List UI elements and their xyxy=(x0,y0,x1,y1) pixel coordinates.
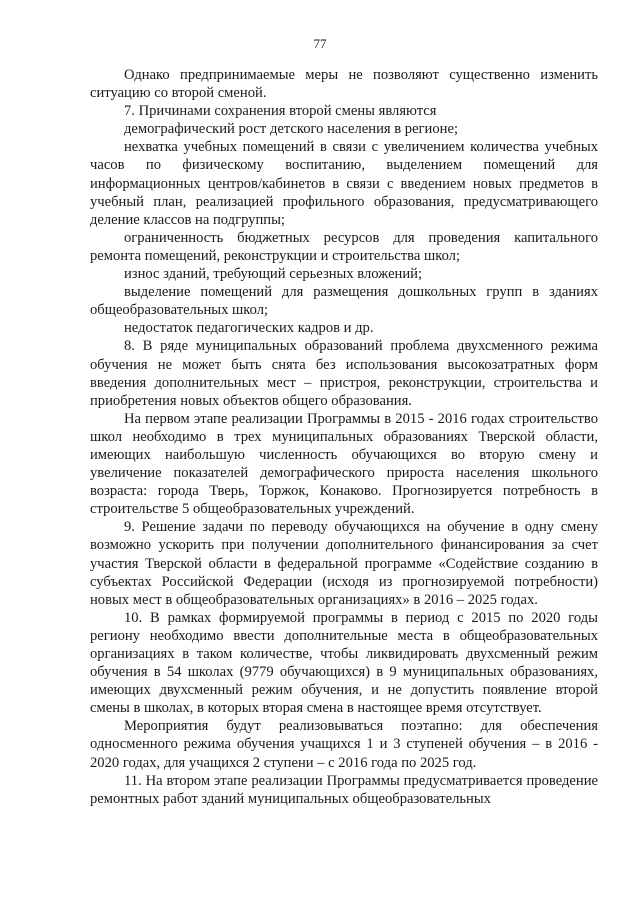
paragraph: износ зданий, требующий серьезных вложений; xyxy=(124,266,423,283)
paragraph: 11. На втором этапе реализации Программы предусматривается проведение ремонтных работ зданий муниципальных общеобразовательных xyxy=(90,772,598,807)
document-body xyxy=(90,66,598,808)
paragraph: нехватка учебных помещений в связи с увеличением количества учебных часов по физическому воспитанию, выделением помещений для информационных центров/кабинетов в связи с введением новых предметов в учебный план, реализацией профильного образования, предусматривающего деление классов на подгруппы; xyxy=(90,139,598,228)
paragraph: недостаток педагогических кадров и др. xyxy=(124,320,374,337)
paragraph: ограниченность бюджетных ресурсов для проведения капитального ремонта помещений, реконструкции и строительства школ; xyxy=(90,229,598,264)
paragraph: 7. Причинами сохранения второй смены являются xyxy=(124,103,437,120)
paragraph: Мероприятия будут реализовываться поэтапно: для обеспечения односменного режима обучения учащихся 1 и 3 ступеней обучения – в 2016 - 2020 годах, для учащихся 2 ступени – с 2016 года по 2025 год. xyxy=(90,718,598,771)
paragraph: демографический рост детского населения в регионе; xyxy=(124,121,458,138)
page-number: 77 xyxy=(313,36,327,51)
paragraph: 8. В ряде муниципальных образований проблема двухсменного режима обучения не может быть снята без использования высокозатратных форм введения дополнительных мест – пристроя, реконструкции, строительства и приобретения новых объектов общего образования. xyxy=(90,338,598,409)
paragraph: выделение помещений для размещения дошкольных групп в зданиях общеобразовательных школ; xyxy=(90,284,598,319)
paragraph: На первом этапе реализации Программы в 2015 - 2016 годах строительство школ необходимо в трех муниципальных образованиях Тверской области, имеющих наибольшую численность обучающихся во вторую смену и увеличение показателей демографического прироста населения школьного возраста: города Тверь, Торжок, Конаково. Прогнозируется потребность в строительстве 5 общеобразовательных учреждений. xyxy=(90,410,598,518)
paragraph: Однако предпринимаемые меры не позволяют существенно изменить ситуацию со второй сменой. xyxy=(90,67,598,102)
paragraph: 9. Решение задачи по переводу обучающихся на обучение в одну смену возможно ускорить при получении дополнительного финансирования за счет участия Тверской области в федеральной программе «Содействие созданию в субъектах Российской Федерации (исходя из прогнозируемой потребности) новых мест в общеобразовательных организациях» в 2016 – 2025 годах. xyxy=(90,519,598,608)
paragraph: 10. В рамках формируемой программы в период с 2015 по 2020 годы региону необходимо ввести дополнительные места в общеобразовательных организациях в таком количестве, чтобы ликвидировать двухсменный режим обучения в 54 школах (9779 обучающихся) в 9 муниципальных образованиях, имеющих двухсменный режим обучения, и не допустить появление второй смены в школах, в которых вторая смена в настоящее время отсутствует. xyxy=(90,609,598,717)
